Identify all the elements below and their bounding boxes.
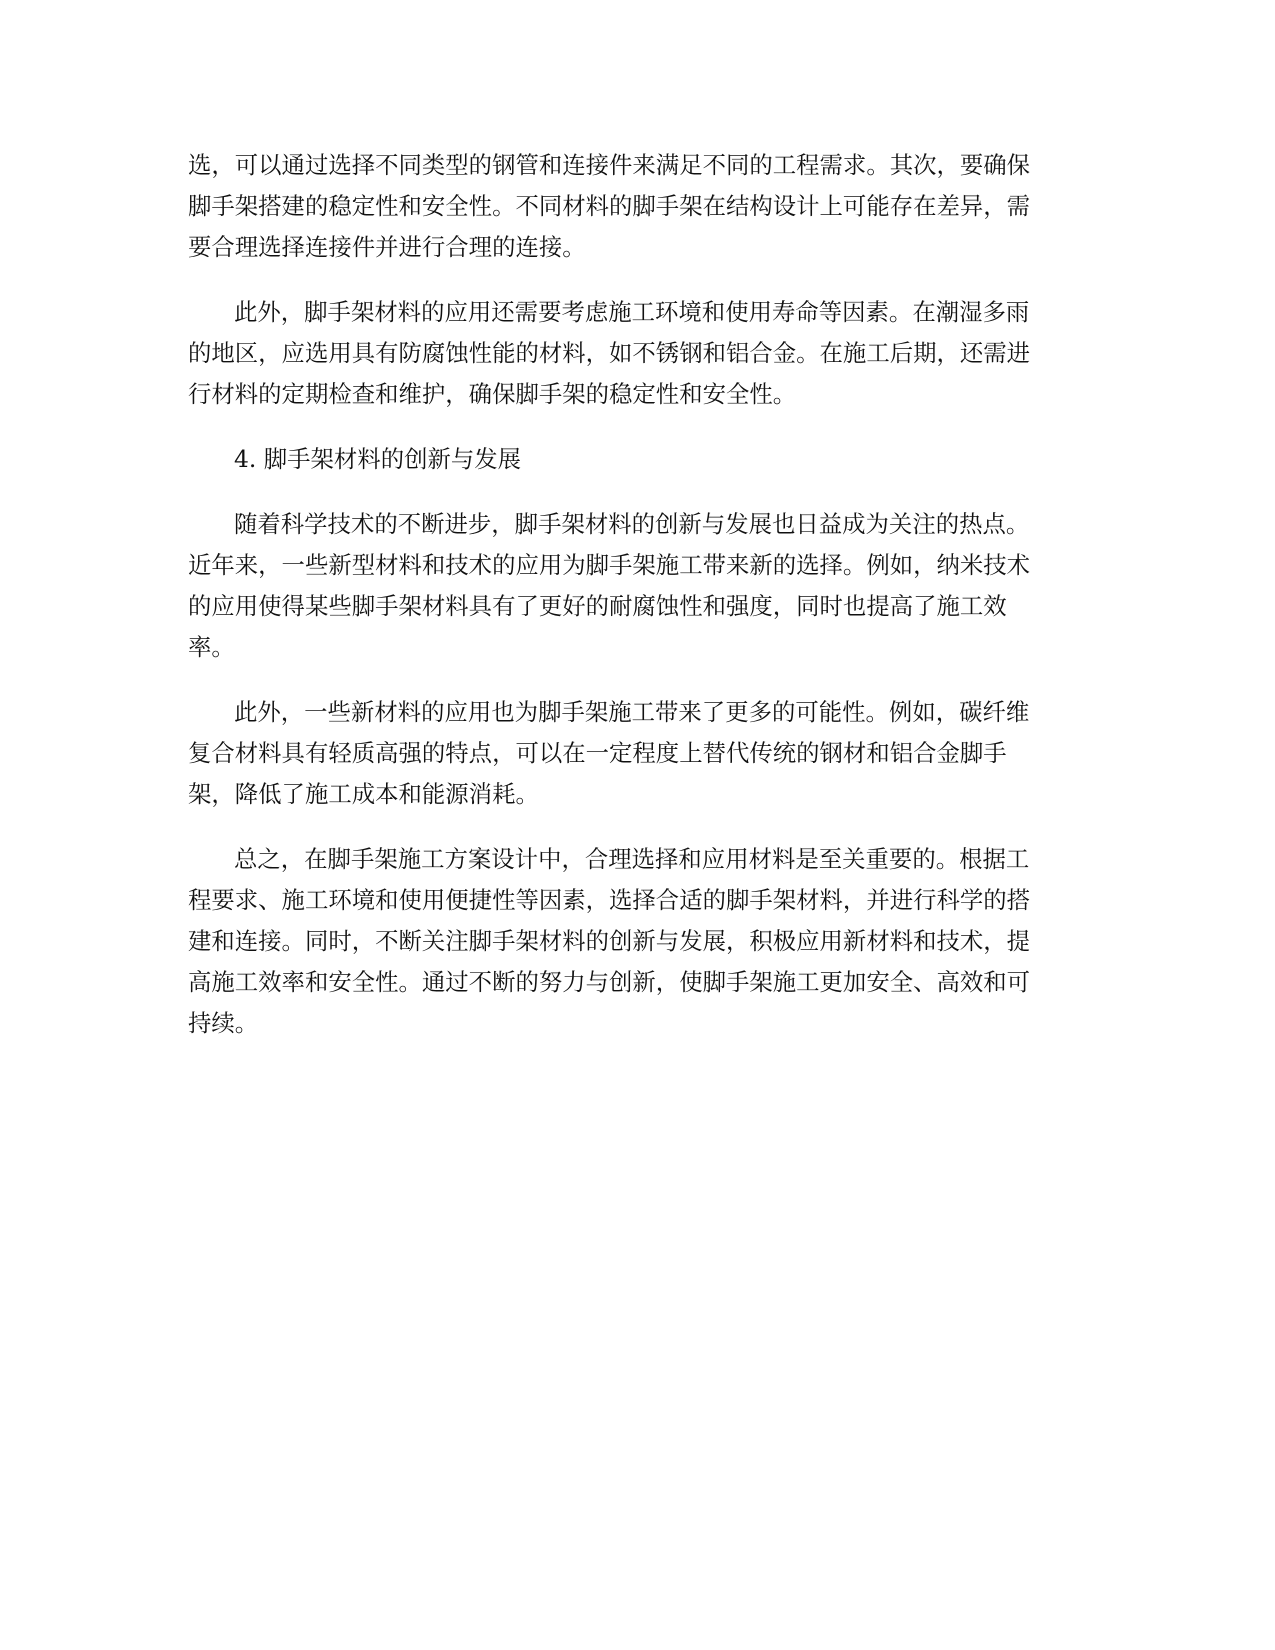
paragraph-2 (188, 292, 1088, 415)
text-line: 架，降低了施工成本和能源消耗。 (188, 780, 539, 808)
text-line: 建和连接。同时，不断关注脚手架材料的创新与发展，积极应用新材料和技术，提 (188, 927, 1031, 955)
text-line: 此外，一些新材料的应用也为脚手架施工带来了更多的可能性。例如，碳纤维 (234, 698, 1030, 726)
document-page (188, 145, 1088, 1068)
text-line: 要合理选择连接件并进行合理的连接。 (188, 233, 586, 261)
paragraph-3 (188, 504, 1088, 668)
text-line: 率。 (188, 633, 235, 661)
paragraph-4 (188, 692, 1088, 815)
text-line: 近年来，一些新型材料和技术的应用为脚手架施工带来新的选择。例如，纳米技术 (188, 551, 1031, 579)
text-line: 的应用使得某些脚手架材料具有了更好的耐腐蚀性和强度，同时也提高了施工效 (188, 592, 1007, 620)
paragraph-5 (188, 839, 1088, 1044)
text-line: 高施工效率和安全性。通过不断的努力与创新，使脚手架施工更加安全、高效和可 (188, 968, 1031, 996)
section-heading (188, 439, 1088, 480)
text-line: 的地区，应选用具有防腐蚀性能的材料，如不锈钢和铝合金。在施工后期，还需进 (188, 339, 1031, 367)
paragraph-1 (188, 145, 1088, 268)
text-line: 此外，脚手架材料的应用还需要考虑施工环境和使用寿命等因素。在潮湿多雨 (234, 298, 1030, 326)
text-line: 程要求、施工环境和使用便捷性等因素，选择合适的脚手架材料，并进行科学的搭 (188, 886, 1031, 914)
text-line: 随着科学技术的不断进步，脚手架材料的创新与发展也日益成为关注的热点。 (234, 510, 1030, 538)
text-line: 持续。 (188, 1009, 259, 1037)
heading-text: 4. 脚手架材料的创新与发展 (234, 445, 522, 473)
text-line: 总之，在脚手架施工方案设计中，合理选择和应用材料是至关重要的。根据工 (234, 845, 1030, 873)
text-line: 复合材料具有轻质高强的特点，可以在一定程度上替代传统的钢材和铝合金脚手 (188, 739, 1007, 767)
text-line: 行材料的定期检查和维护，确保脚手架的稳定性和安全性。 (188, 380, 797, 408)
text-line: 脚手架搭建的稳定性和安全性。不同材料的脚手架在结构设计上可能存在差异，需 (188, 192, 1031, 220)
text-line: 选，可以通过选择不同类型的钢管和连接件来满足不同的工程需求。其次，要确保 (188, 151, 1031, 179)
